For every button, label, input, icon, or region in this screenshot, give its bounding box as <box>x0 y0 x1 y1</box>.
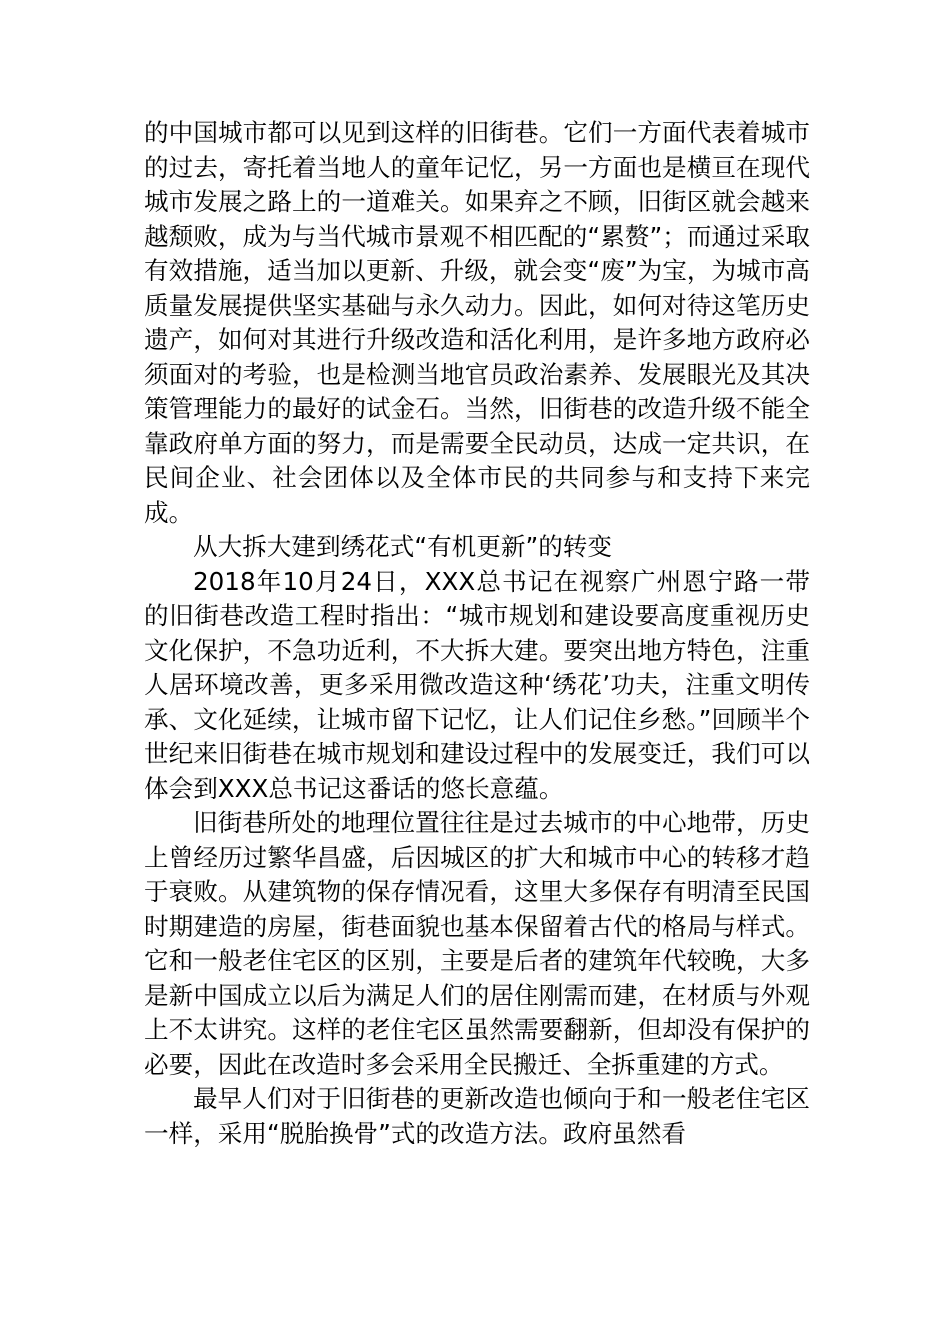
paragraph-4: 最早人们对于旧街巷的更新改造也倾向于和一般老住宅区一样，采用“脱胎换骨”式的改造方法。政府虽然看 <box>144 1084 810 1148</box>
paragraph-3: 旧街巷所处的地理位置往往是过去城市的中心地带，历史上曾经历过繁华昌盛，后因城区的扩大和城市中心的转移才趋于衰败。从建筑物的保存情况看，这里大多保存有明清至民国时期建造的房屋，街巷面貌也基本保留着古代的格局与样式。它和一般老住宅区的区别，主要是后者的建筑年代较晚，大多是新中国成立以后为满足人们的居住刚需而建，在材质与外观上不太讲究。这样的老住宅区虽然需要翻新，但却没有保护的必要，因此在改造时多会采用全民搬迁、全拆重建的方式。 <box>144 808 810 1079</box>
paragraph-1: 的中国城市都可以见到这样的旧街巷。它们一方面代表着城市的过去，寄托着当地人的童年记忆，另一方面也是横亘在现代城市发展之路上的一道难关。如果弃之不顾，旧街区就会越来越颓败，成为与当代城市景观不相匹配的“累赘”；而通过采取有效措施，适当加以更新、升级，就会变“废”为宝，为城市高质量发展提供坚实基础与永久动力。因此，如何对待这笔历史遗产，如何对其进行升级改造和活化利用，是许多地方政府必须面对的考验，也是检测当地官员政治素养、发展眼光及其决策管理能力的最好的试金石。当然，旧街巷的改造升级不能全靠政府单方面的努力，而是需要全民动员，达成一定共识，在民间企业、社会团体以及全体市民的共同参与和支持下来完成。 <box>144 118 810 527</box>
section-heading: 从大拆大建到绣花式“有机更新”的转变 <box>193 532 612 561</box>
document-page <box>144 116 810 1151</box>
paragraph-2: 2018年10月24日，XXX总书记在视察广州恩宁路一带的旧街巷改造工程时指出：“城市规划和建设要高度重视历史文化保护，不急功近利，不大拆大建。要突出地方特色，注重人居环境改善，更多采用微改造这种‘绣花’功夫，注重文明传承、文化延续，让城市留下记忆，让人们记住乡愁。”回顾半个世纪来旧街巷在城市规划和建设过程中的发展变迁，我们可以体会到XXX总书记这番话的悠长意蕴。 <box>144 566 810 803</box>
